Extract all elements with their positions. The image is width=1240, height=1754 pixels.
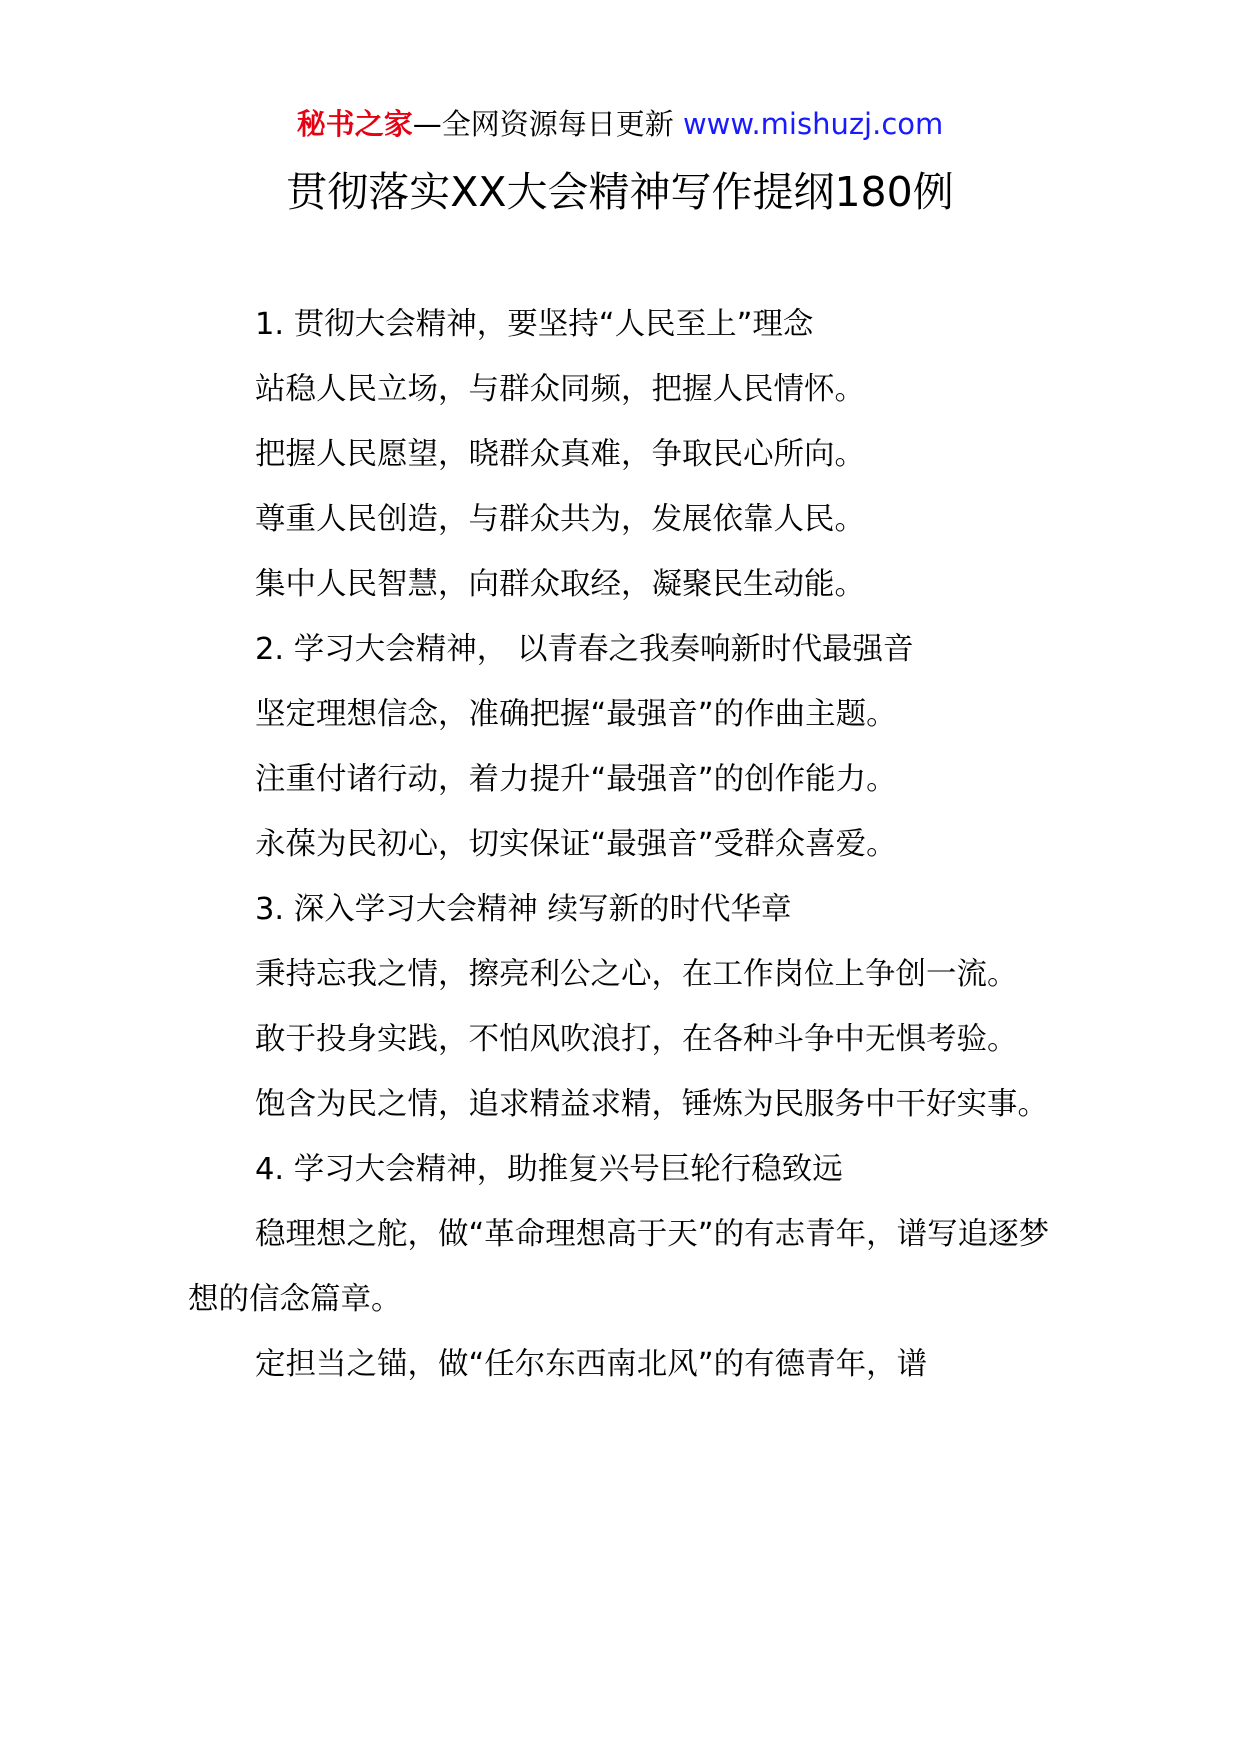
site-slogan: —全网资源每日更新 bbox=[412, 107, 683, 141]
paragraph: 永葆为民初心，切实保证“最强音”受群众喜爱。 bbox=[255, 827, 897, 862]
paragraph: 站稳人民立场，与群众同频，把握人民情怀。 bbox=[255, 372, 865, 407]
paragraph-3-heading: 3. 深入学习大会精神 续写新的时代华章 bbox=[255, 892, 792, 927]
paragraph: 把握人民愿望，晓群众真难，争取民心所向。 bbox=[255, 437, 865, 472]
paragraph: 尊重人民创造，与群众共为，发展依靠人民。 bbox=[255, 502, 865, 537]
paragraph: 秉持忘我之情，擦亮利公之心，在工作岗位上争创一流。 bbox=[255, 957, 1018, 992]
document-title: 贯彻落实XX大会精神写作提纲180例 bbox=[286, 168, 954, 216]
paragraph-4-heading: 4. 学习大会精神，助推复兴号巨轮行稳致远 bbox=[255, 1152, 843, 1187]
paragraph-1-heading: 1. 贯彻大会精神，要坚持“人民至上”理念 bbox=[255, 307, 814, 342]
brand-name: 秘书之家 bbox=[296, 107, 413, 141]
site-url-link[interactable]: www.mishuzj.com bbox=[682, 107, 944, 141]
paragraph: 集中人民智慧，向群众取经，凝聚民生动能。 bbox=[255, 567, 865, 602]
paragraph: 稳理想之舵，做“革命理想高于天”的有志青年，谱写追逐梦想的信念篇章。 bbox=[188, 1217, 1050, 1317]
document-body bbox=[188, 292, 1058, 1397]
paragraph-2-heading: 2. 学习大会精神， 以青春之我奏响新时代最强音 bbox=[255, 632, 914, 667]
paragraph: 坚定理想信念，准确把握“最强音”的作曲主题。 bbox=[255, 697, 897, 732]
paragraph: 定担当之锚，做“任尔东西南北风”的有德青年，谱 bbox=[255, 1347, 928, 1382]
paragraph: 敢于投身实践，不怕风吹浪打，在各种斗争中无惧考验。 bbox=[255, 1022, 1018, 1057]
paragraph: 注重付诸行动，着力提升“最强音”的创作能力。 bbox=[255, 762, 897, 797]
site-header bbox=[0, 104, 1240, 144]
paragraph: 饱含为民之情，追求精益求精，锤炼为民服务中干好实事。 bbox=[255, 1087, 1048, 1122]
